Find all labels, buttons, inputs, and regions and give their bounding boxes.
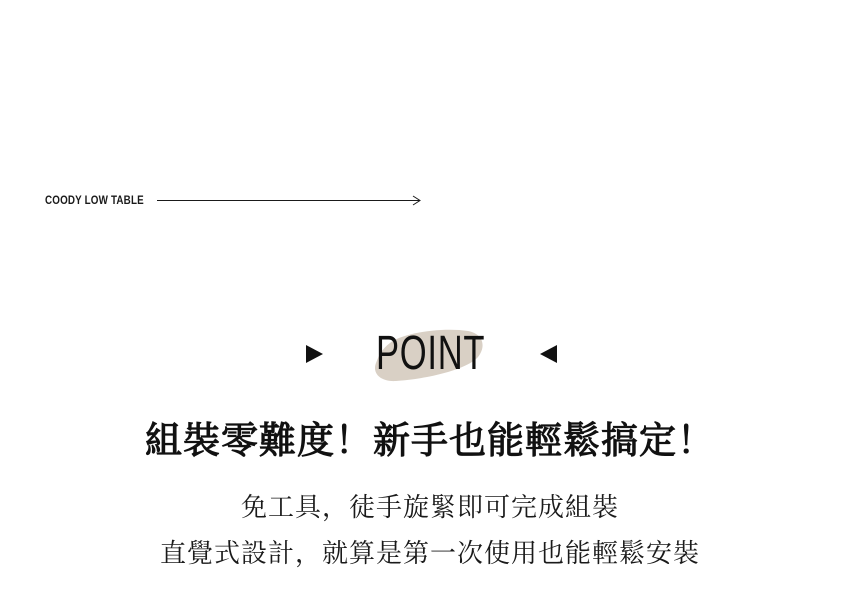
- description-line-1: 免工具，徒手旋緊即可完成組裝: [240, 493, 619, 523]
- point-section: [0, 322, 860, 386]
- point-title: POINT: [376, 327, 486, 380]
- headline: 組裝零難度！新手也能輕鬆搞定！: [145, 419, 715, 462]
- arrow-right-icon: [157, 193, 423, 207]
- triangle-left-icon: [540, 345, 557, 363]
- triangle-right-icon: [306, 345, 323, 363]
- description-line-2: 直覺式設計，就算是第一次使用也能輕鬆安裝: [159, 539, 700, 569]
- product-label: COODY LOW TABLE: [45, 193, 144, 207]
